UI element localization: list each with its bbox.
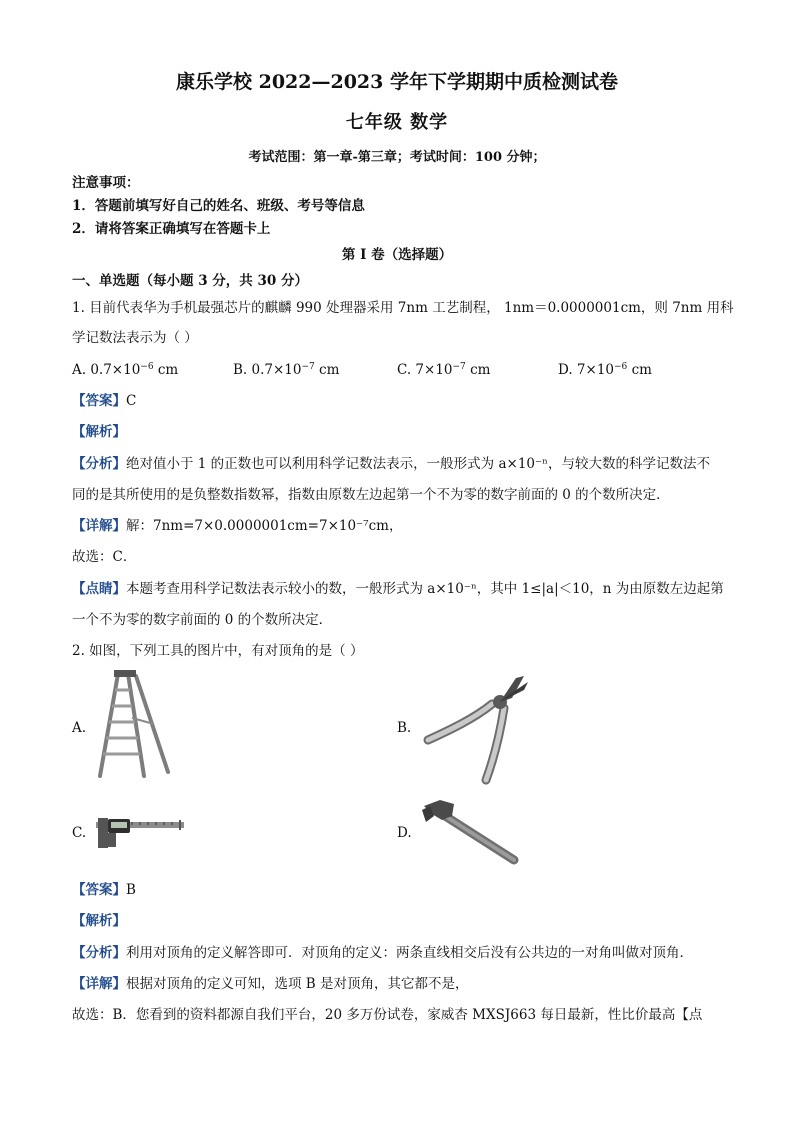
q1-dianjing-line1: 【点睛】本题考查用科学记数法表示较小的数，一般形式为 a×10⁻ⁿ，其中 1≤|a|＜10，n 为由原数左边起第: [72, 581, 724, 597]
q1-analysis-tag: 【解析】: [72, 424, 126, 440]
part-title: 一、单选题（每小题 3 分，共 30 分）: [72, 273, 308, 289]
q1-answer: 【答案】C: [72, 393, 137, 409]
q1-option-b: B. $0.7\times 10^{-7}$ cm: [233, 362, 340, 378]
q2-last-line: 故选：B．您看到的资料都源自我们平台，20 多万份试卷，家威杏 MXSJ663 每日最新，性比价最高【点: [72, 1007, 703, 1023]
q2-label-b: B.: [397, 720, 412, 736]
pliers-image: [420, 668, 532, 788]
q1-stem-line1: 1. 目前代表华为手机最强芯片的麒麟 990 处理器采用 7nm 工艺制程， 1nm＝0.0000001cm，则 7nm 用科: [72, 300, 734, 316]
q1-dianjing-line2: 一个不为零的数字前面的 0 的个数所决定．: [72, 612, 333, 628]
exam-subtitle: 七年级 数学: [345, 112, 449, 133]
q1-guxuan: 故选：C．: [72, 549, 137, 565]
q1-fenxi-line1: 【分析】绝对值小于 1 的正数也可以利用科学记数法表示，一般形式为 a×10⁻ⁿ，与较大数的科学记数法不: [72, 456, 710, 472]
ladder-image: [92, 668, 180, 780]
volume-title: 第 I 卷（选择题）: [341, 247, 453, 263]
q2-analysis-tag: 【解析】: [72, 913, 126, 929]
q2-xiangjie: 【详解】根据对顶角的定义可知，选项 B 是对顶角，其它都不是，: [72, 976, 469, 992]
q2-label-d: D.: [397, 825, 412, 841]
q1-option-c: C. $7\times 10^{-7}$ cm: [397, 362, 491, 378]
q1-stem-line2: 学记数法表示为（ ）: [72, 330, 198, 346]
notes-heading: 注意事项：: [72, 175, 140, 191]
hammer-image: [420, 796, 520, 868]
q2-label-c: C.: [72, 825, 87, 841]
q1-option-d: D. $7\times 10^{-6}$ cm: [558, 362, 652, 378]
note-item-2: 2．请将答案正确填写在答题卡上: [72, 221, 271, 237]
q2-label-a: A.: [72, 720, 87, 736]
exam-title: 康乐学校 2022—2023 学年下学期期中质检测试卷: [176, 71, 618, 93]
exam-info: 考试范围：第一章-第三章；考试时间：100 分钟；: [248, 150, 546, 165]
q1-fenxi-line2: 同的是其所使用的是负整数指数幂，指数由原数左边起第一个不为零的数字前面的 0 的个数所决定．: [72, 487, 670, 503]
caliper-image: [92, 814, 188, 850]
q2-answer: 【答案】B: [72, 882, 136, 898]
q2-fenxi: 【分析】利用对顶角的定义解答即可．对顶角的定义：两条直线相交后没有公共边的一对角叫做对顶角．: [72, 945, 693, 961]
q2-stem: 2. 如图，下列工具的图片中，有对顶角的是（ ）: [72, 643, 364, 659]
q1-xiangjie: 【详解】解：7nm=7×0.0000001cm=7×10⁻⁷cm，: [72, 518, 403, 534]
q1-option-a: A. $0.7\times 10^{-6}$ cm: [72, 362, 179, 378]
note-item-1: 1．答题前填写好自己的姓名、班级、考号等信息: [72, 198, 365, 214]
